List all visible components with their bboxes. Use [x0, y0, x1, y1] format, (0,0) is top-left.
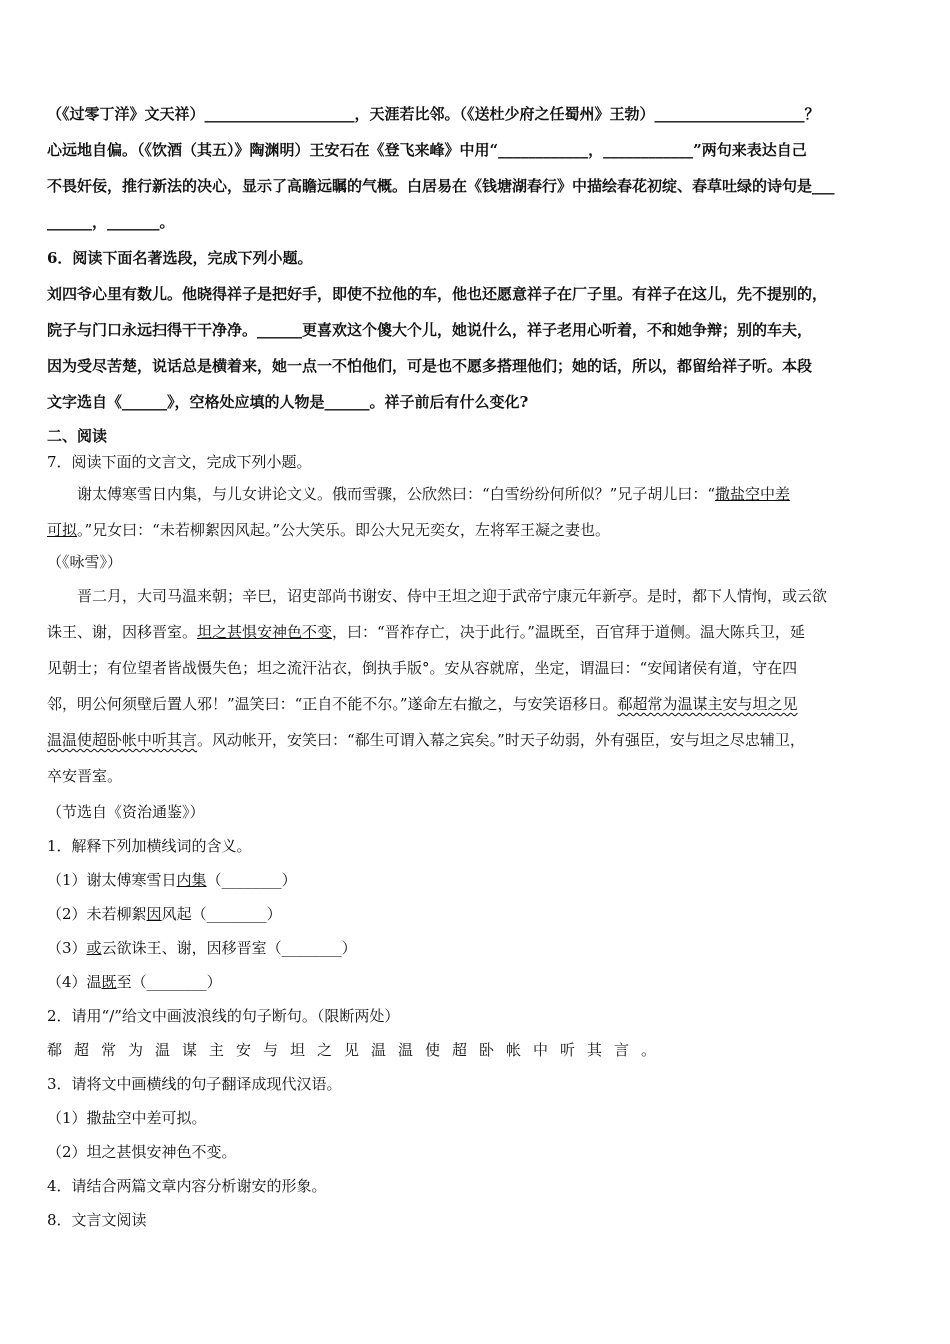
passage-b-line-6: 卒安晋室。 [47, 767, 123, 785]
item-text: （4）温 [47, 973, 102, 991]
passage-b-line-1: 晋二月，大司马温来朝；辛巳，诏吏部尚书谢安、侍中王坦之迎于武帝宁康元年新亭。是时，都下人情恂，或云欲 [77, 587, 828, 605]
answer-blank: 云欲诛王、谢，因移晋室（________） [101, 939, 357, 957]
passage-a-text-2: 。”兄女曰：“未若柳絮因风起。”公大笑乐。即公大兄无奕女，左将军王凝之妻也。 [77, 521, 611, 539]
q6-heading: 6．阅读下面名著选段，完成下列小题。 [47, 249, 313, 267]
q5-line-3: 不畏奸佞，推行新法的决心，显示了高瞻远瞩的气概。白居易在《钱塘湖春行》中描绘春花初绽、春草吐绿的诗句是___ [47, 177, 835, 195]
sentence-to-punctuate: 郗超常为温谋主安与坦之见温温使超卧帐中听其言。 [47, 1041, 669, 1059]
passage-b-text-2b: ，曰：“晋祚存亡，决于此行。”温既至，百官拜于道侧。温大陈兵卫，延 [332, 623, 805, 641]
subquestion-1-item-2 [47, 904, 282, 924]
subquestion-3-item-1: （1）撒盐空中差可拟。 [47, 1109, 207, 1127]
answer-blank: 风起（________） [161, 905, 282, 923]
answer-blank: 至（________） [116, 973, 222, 991]
q5-line-1: （《过零丁洋》文天祥）____________________，天涯若比邻。（《送杜少府之任蜀州》王勃）____________________？ [47, 105, 820, 123]
subquestion-3: 3．请将文中画横线的句子翻译成现代汉语。 [47, 1075, 342, 1093]
target-word: 内集 [176, 871, 207, 889]
passage-a-line-2 [47, 520, 610, 540]
passage-b-line-5 [47, 730, 805, 750]
subquestion-1-item-3 [47, 938, 357, 958]
passage-b-line-2 [47, 622, 805, 642]
subquestion-1-item-1 [47, 870, 297, 890]
wavy-sentence-end: 温温使超卧帐中听其言 [47, 731, 198, 749]
target-word: 既 [101, 973, 117, 991]
item-text: （3） [47, 939, 87, 957]
passage-b-text-5b: 。风动帐开，安笑曰：“郗生可谓入幕之宾矣。”时天子幼弱，外有强臣，安与坦之尽忠辅卫， [197, 731, 805, 749]
item-text: （1）谢太傅寒雪日 [47, 871, 177, 889]
q7-heading: 7．阅读下面的文言文，完成下列小题。 [47, 453, 312, 471]
subquestion-1: 1．解释下列加横线词的含义。 [47, 837, 252, 855]
q5-line-4: ______，_______。 [47, 213, 175, 231]
passage-b-text-4a: 邻，明公何须壁后置人邪！”温笑曰：“正自不能不尔。”遂命左右撤之，与安笑语移日。 [47, 695, 618, 713]
answer-blank: （________） [206, 871, 297, 889]
passage-b-text-2a: 诛王、谢，因移晋室。 [47, 623, 198, 641]
passage-b-source: （节选自《资治通鉴》） [47, 803, 205, 821]
q8-heading: 8．文言文阅读 [47, 1211, 147, 1229]
underlined-sentence-a: 撒盐空中差 [715, 485, 791, 503]
target-word: 或 [86, 939, 102, 957]
passage-a-line-1 [47, 484, 790, 504]
q5-line-2: 心远地自偏。（《饮酒（其五）》陶渊明）王安石在《登飞来峰》中用“____________，____________”两句来表达自己 [47, 141, 807, 159]
q6-passage-line-3: 因为受尽苦楚，说话总是横着来，她一点一不怕他们，可是也不愿多搭理他们；她的话，所以，都留给祥子听。本段 [47, 357, 813, 375]
subquestion-4: 4．请结合两篇文章内容分析谢安的形象。 [47, 1177, 327, 1195]
item-text: （2）未若柳絮 [47, 905, 147, 923]
passage-a-text: 谢太傅寒雪日内集，与儿女讲论文义。俄而雪骤，公欣然曰：“白雪纷纷何所似？”兄子胡儿曰：“ [77, 485, 716, 503]
q6-passage-line-2: 院子与门口永远扫得干干净净。______更喜欢这个傻大个儿，她说什么，祥子老用心听着，不和她争辩；别的车夫， [47, 321, 813, 339]
passage-b-line-3: 见朝士；有位望者皆战慑失色；坦之流汗沾衣，倒执手版°。安从容就席，坐定，谓温曰：“安闻诸侯有道，守在四 [47, 659, 798, 677]
section-heading-reading: 二、阅读 [47, 427, 108, 445]
subquestion-1-item-4 [47, 972, 222, 992]
target-word: 因 [146, 905, 162, 923]
q6-passage-line-4: 文字选自《______》，空格处应填的人物是______。祥子前后有什么变化? [47, 393, 529, 411]
subquestion-2: 2．请用“/”给文中画波浪线的句子断句。（限断两处） [47, 1007, 400, 1025]
q6-passage-line-1: 刘四爷心里有数儿。他晓得祥子是把好手，即使不拉他的车，他也还愿意祥子在厂子里。有祥子在这儿，先不提别的， [47, 285, 828, 303]
passage-a-source: （《咏雪》） [47, 553, 123, 571]
passage-b-line-4 [47, 694, 798, 714]
underlined-sentence-b: 坦之甚惧安神色不变 [197, 623, 333, 641]
subquestion-3-item-2: （2）坦之甚惧安神色不变。 [47, 1143, 237, 1161]
underlined-sentence-a-end: 可拟 [47, 521, 78, 539]
wavy-sentence-start: 郗超常为温谋主安与坦之见 [617, 695, 798, 713]
